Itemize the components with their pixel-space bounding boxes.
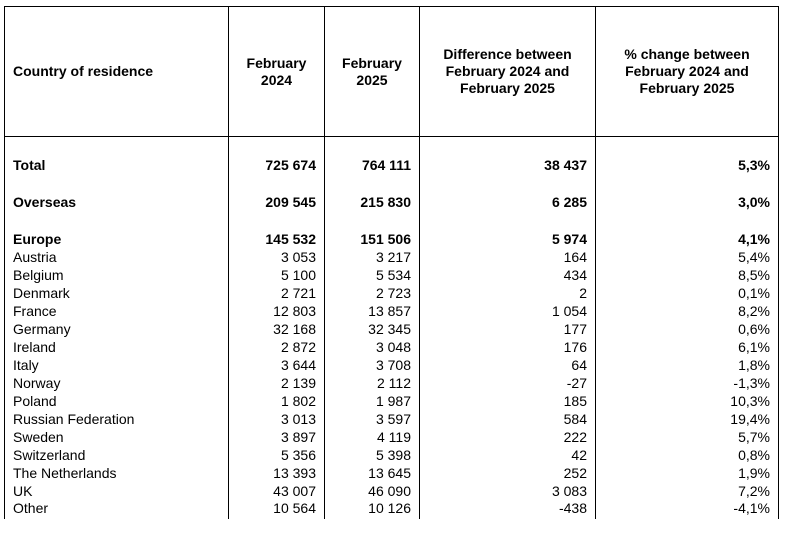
table-row-overseas <box>5 193 779 211</box>
table-row <box>5 410 779 428</box>
difference-cell: 177 <box>420 320 596 338</box>
feb2025-cell: 5 534 <box>325 266 420 284</box>
feb2024-cell: 3 897 <box>229 428 325 446</box>
pct-change-cell: 3,0% <box>596 193 779 211</box>
feb2024-cell: 2 872 <box>229 338 325 356</box>
table-row <box>5 356 779 374</box>
feb2024-cell: 3 644 <box>229 356 325 374</box>
table-row <box>5 482 779 500</box>
table-row <box>5 374 779 392</box>
table-row <box>5 248 779 266</box>
feb2025-cell: 3 708 <box>325 356 420 374</box>
feb2024-cell: 10 564 <box>229 500 325 519</box>
country-cell: Overseas <box>5 193 229 211</box>
difference-cell: 1 054 <box>420 302 596 320</box>
feb2025-cell: 764 111 <box>325 156 420 174</box>
difference-cell: 185 <box>420 392 596 410</box>
country-cell: Austria <box>5 248 229 266</box>
table-row <box>5 320 779 338</box>
feb2024-cell: 209 545 <box>229 193 325 211</box>
table-row <box>5 392 779 410</box>
difference-cell: 164 <box>420 248 596 266</box>
feb2024-cell: 12 803 <box>229 302 325 320</box>
difference-cell: 6 285 <box>420 193 596 211</box>
feb2024-cell: 32 168 <box>229 320 325 338</box>
feb2025-cell: 46 090 <box>325 482 420 500</box>
country-cell: The Netherlands <box>5 464 229 482</box>
feb2025-cell: 5 398 <box>325 446 420 464</box>
feb2024-cell: 43 007 <box>229 482 325 500</box>
feb2025-cell: 3 217 <box>325 248 420 266</box>
difference-cell: 5 974 <box>420 230 596 248</box>
table-row <box>5 428 779 446</box>
country-cell: France <box>5 302 229 320</box>
pct-change-cell: -4,1% <box>596 500 779 519</box>
pct-change-cell: 0,1% <box>596 284 779 302</box>
pct-change-cell: 6,1% <box>596 338 779 356</box>
difference-cell: 222 <box>420 428 596 446</box>
table-row <box>5 302 779 320</box>
country-cell: Germany <box>5 320 229 338</box>
country-cell: Other <box>5 500 229 519</box>
country-cell: Ireland <box>5 338 229 356</box>
country-cell: Norway <box>5 374 229 392</box>
difference-cell: 176 <box>420 338 596 356</box>
difference-cell: 434 <box>420 266 596 284</box>
difference-cell: 584 <box>420 410 596 428</box>
header-feb2025: February 2025 <box>325 7 420 137</box>
pct-change-cell: 0,8% <box>596 446 779 464</box>
feb2024-cell: 2 139 <box>229 374 325 392</box>
pct-change-cell: 19,4% <box>596 410 779 428</box>
pct-change-cell: 5,3% <box>596 156 779 174</box>
country-cell: Poland <box>5 392 229 410</box>
pct-change-cell: 4,1% <box>596 230 779 248</box>
pct-change-cell: 5,7% <box>596 428 779 446</box>
difference-cell: -438 <box>420 500 596 519</box>
header-difference: Difference between February 2024 and February 2025 <box>420 7 596 137</box>
difference-cell: 2 <box>420 284 596 302</box>
difference-cell: 38 437 <box>420 156 596 174</box>
feb2025-cell: 151 506 <box>325 230 420 248</box>
spacer-row <box>5 174 779 193</box>
pct-change-cell: 0,6% <box>596 320 779 338</box>
header-feb2024: February 2024 <box>229 7 325 137</box>
pct-change-cell: 8,5% <box>596 266 779 284</box>
feb2025-cell: 13 645 <box>325 464 420 482</box>
table-row-total <box>5 156 779 174</box>
feb2024-cell: 2 721 <box>229 284 325 302</box>
feb2025-cell: 215 830 <box>325 193 420 211</box>
pct-change-cell: -1,3% <box>596 374 779 392</box>
feb2025-cell: 3 597 <box>325 410 420 428</box>
pct-change-cell: 1,9% <box>596 464 779 482</box>
table-row-europe <box>5 230 779 248</box>
difference-cell: 252 <box>420 464 596 482</box>
feb2025-cell: 13 857 <box>325 302 420 320</box>
country-cell: Denmark <box>5 284 229 302</box>
feb2025-cell: 10 126 <box>325 500 420 519</box>
table-row <box>5 284 779 302</box>
arrivals-table <box>4 6 779 519</box>
feb2024-cell: 5 100 <box>229 266 325 284</box>
feb2024-cell: 1 802 <box>229 392 325 410</box>
header-row <box>5 7 779 137</box>
feb2024-cell: 725 674 <box>229 156 325 174</box>
feb2025-cell: 2 112 <box>325 374 420 392</box>
table-row <box>5 338 779 356</box>
feb2025-cell: 3 048 <box>325 338 420 356</box>
header-country: Country of residence <box>5 7 229 137</box>
pct-change-cell: 8,2% <box>596 302 779 320</box>
feb2025-cell: 32 345 <box>325 320 420 338</box>
country-cell: Belgium <box>5 266 229 284</box>
difference-cell: -27 <box>420 374 596 392</box>
difference-cell: 64 <box>420 356 596 374</box>
pct-change-cell: 1,8% <box>596 356 779 374</box>
pct-change-cell: 5,4% <box>596 248 779 266</box>
country-cell: Europe <box>5 230 229 248</box>
feb2024-cell: 3 053 <box>229 248 325 266</box>
table-row <box>5 500 779 519</box>
table-row <box>5 266 779 284</box>
difference-cell: 42 <box>420 446 596 464</box>
country-cell: Sweden <box>5 428 229 446</box>
country-cell: Russian Federation <box>5 410 229 428</box>
country-cell: Italy <box>5 356 229 374</box>
feb2024-cell: 5 356 <box>229 446 325 464</box>
spacer-row <box>5 211 779 230</box>
feb2024-cell: 3 013 <box>229 410 325 428</box>
country-cell: Switzerland <box>5 446 229 464</box>
feb2025-cell: 4 119 <box>325 428 420 446</box>
feb2024-cell: 13 393 <box>229 464 325 482</box>
pct-change-cell: 7,2% <box>596 482 779 500</box>
spacer-row <box>5 137 779 157</box>
country-cell: Total <box>5 156 229 174</box>
feb2024-cell: 145 532 <box>229 230 325 248</box>
header-pct-change: % change between February 2024 and February 2025 <box>596 7 779 137</box>
feb2025-cell: 2 723 <box>325 284 420 302</box>
pct-change-cell: 10,3% <box>596 392 779 410</box>
feb2025-cell: 1 987 <box>325 392 420 410</box>
difference-cell: 3 083 <box>420 482 596 500</box>
table-row <box>5 464 779 482</box>
table-row <box>5 446 779 464</box>
country-cell: UK <box>5 482 229 500</box>
